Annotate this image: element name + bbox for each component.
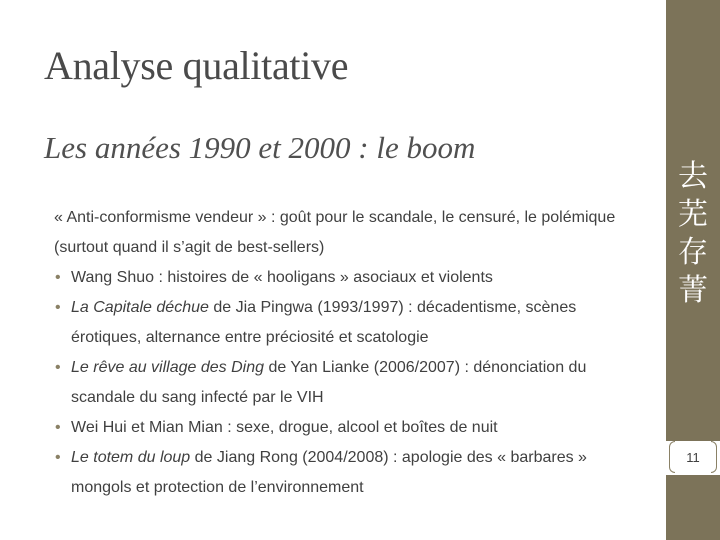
bullet-text: Wang Shuo : histoires de « hooligans » asociaux et violents — [71, 269, 493, 286]
right-bracket-icon — [711, 441, 717, 473]
vertical-char: 去 — [678, 159, 708, 194]
bullet-dot-icon: • — [55, 359, 61, 376]
vertical-char: 菁 — [678, 273, 708, 308]
page-number: 11 — [686, 450, 700, 465]
vertical-char: 芜 — [678, 197, 708, 232]
vertical-chinese-text — [666, 158, 720, 310]
intro-paragraph: « Anti-conformisme vendeur » : goût pour le scandale, le censuré, le polémique (surtout quand il s’agit de best-sellers) — [54, 209, 616, 256]
book-title: Le rêve au village des Ding — [71, 359, 265, 376]
page-number-badge — [666, 441, 720, 475]
slide-body — [54, 203, 644, 503]
bullet-dot-icon: • — [55, 419, 61, 436]
bullet-text: de Jiang Rong (2004/2008) : apologie des « barbares » mongols et protection de l’environnement — [71, 449, 587, 496]
slide-subtitle: Les années 1990 et 2000 : le boom — [44, 130, 476, 165]
bullet-text: de Jia Pingwa (1993/1997) : décadentisme, scènes érotiques, alternance entre préciosité et scatologie — [71, 299, 577, 346]
bullet-list — [54, 263, 644, 503]
bullet-dot-icon: • — [55, 299, 61, 316]
bullet-item — [54, 293, 644, 353]
bullet-item — [54, 353, 644, 413]
bullet-item — [54, 413, 644, 443]
bullet-item — [54, 263, 644, 293]
book-title: Le totem du loup — [71, 449, 191, 466]
bullet-text: Wei Hui et Mian Mian : sexe, drogue, alcool et boîtes de nuit — [71, 419, 498, 436]
slide-title: Analyse qualitative — [44, 43, 349, 88]
bullet-dot-icon: • — [55, 269, 61, 286]
bullet-text: de Yan Lianke (2006/2007) : dénonciation du scandale du sang infecté par le VIH — [71, 359, 587, 406]
bullet-dot-icon: • — [55, 449, 61, 466]
vertical-char: 存 — [678, 235, 708, 270]
bullet-item — [54, 443, 644, 503]
book-title: La Capitale déchue — [71, 299, 209, 316]
